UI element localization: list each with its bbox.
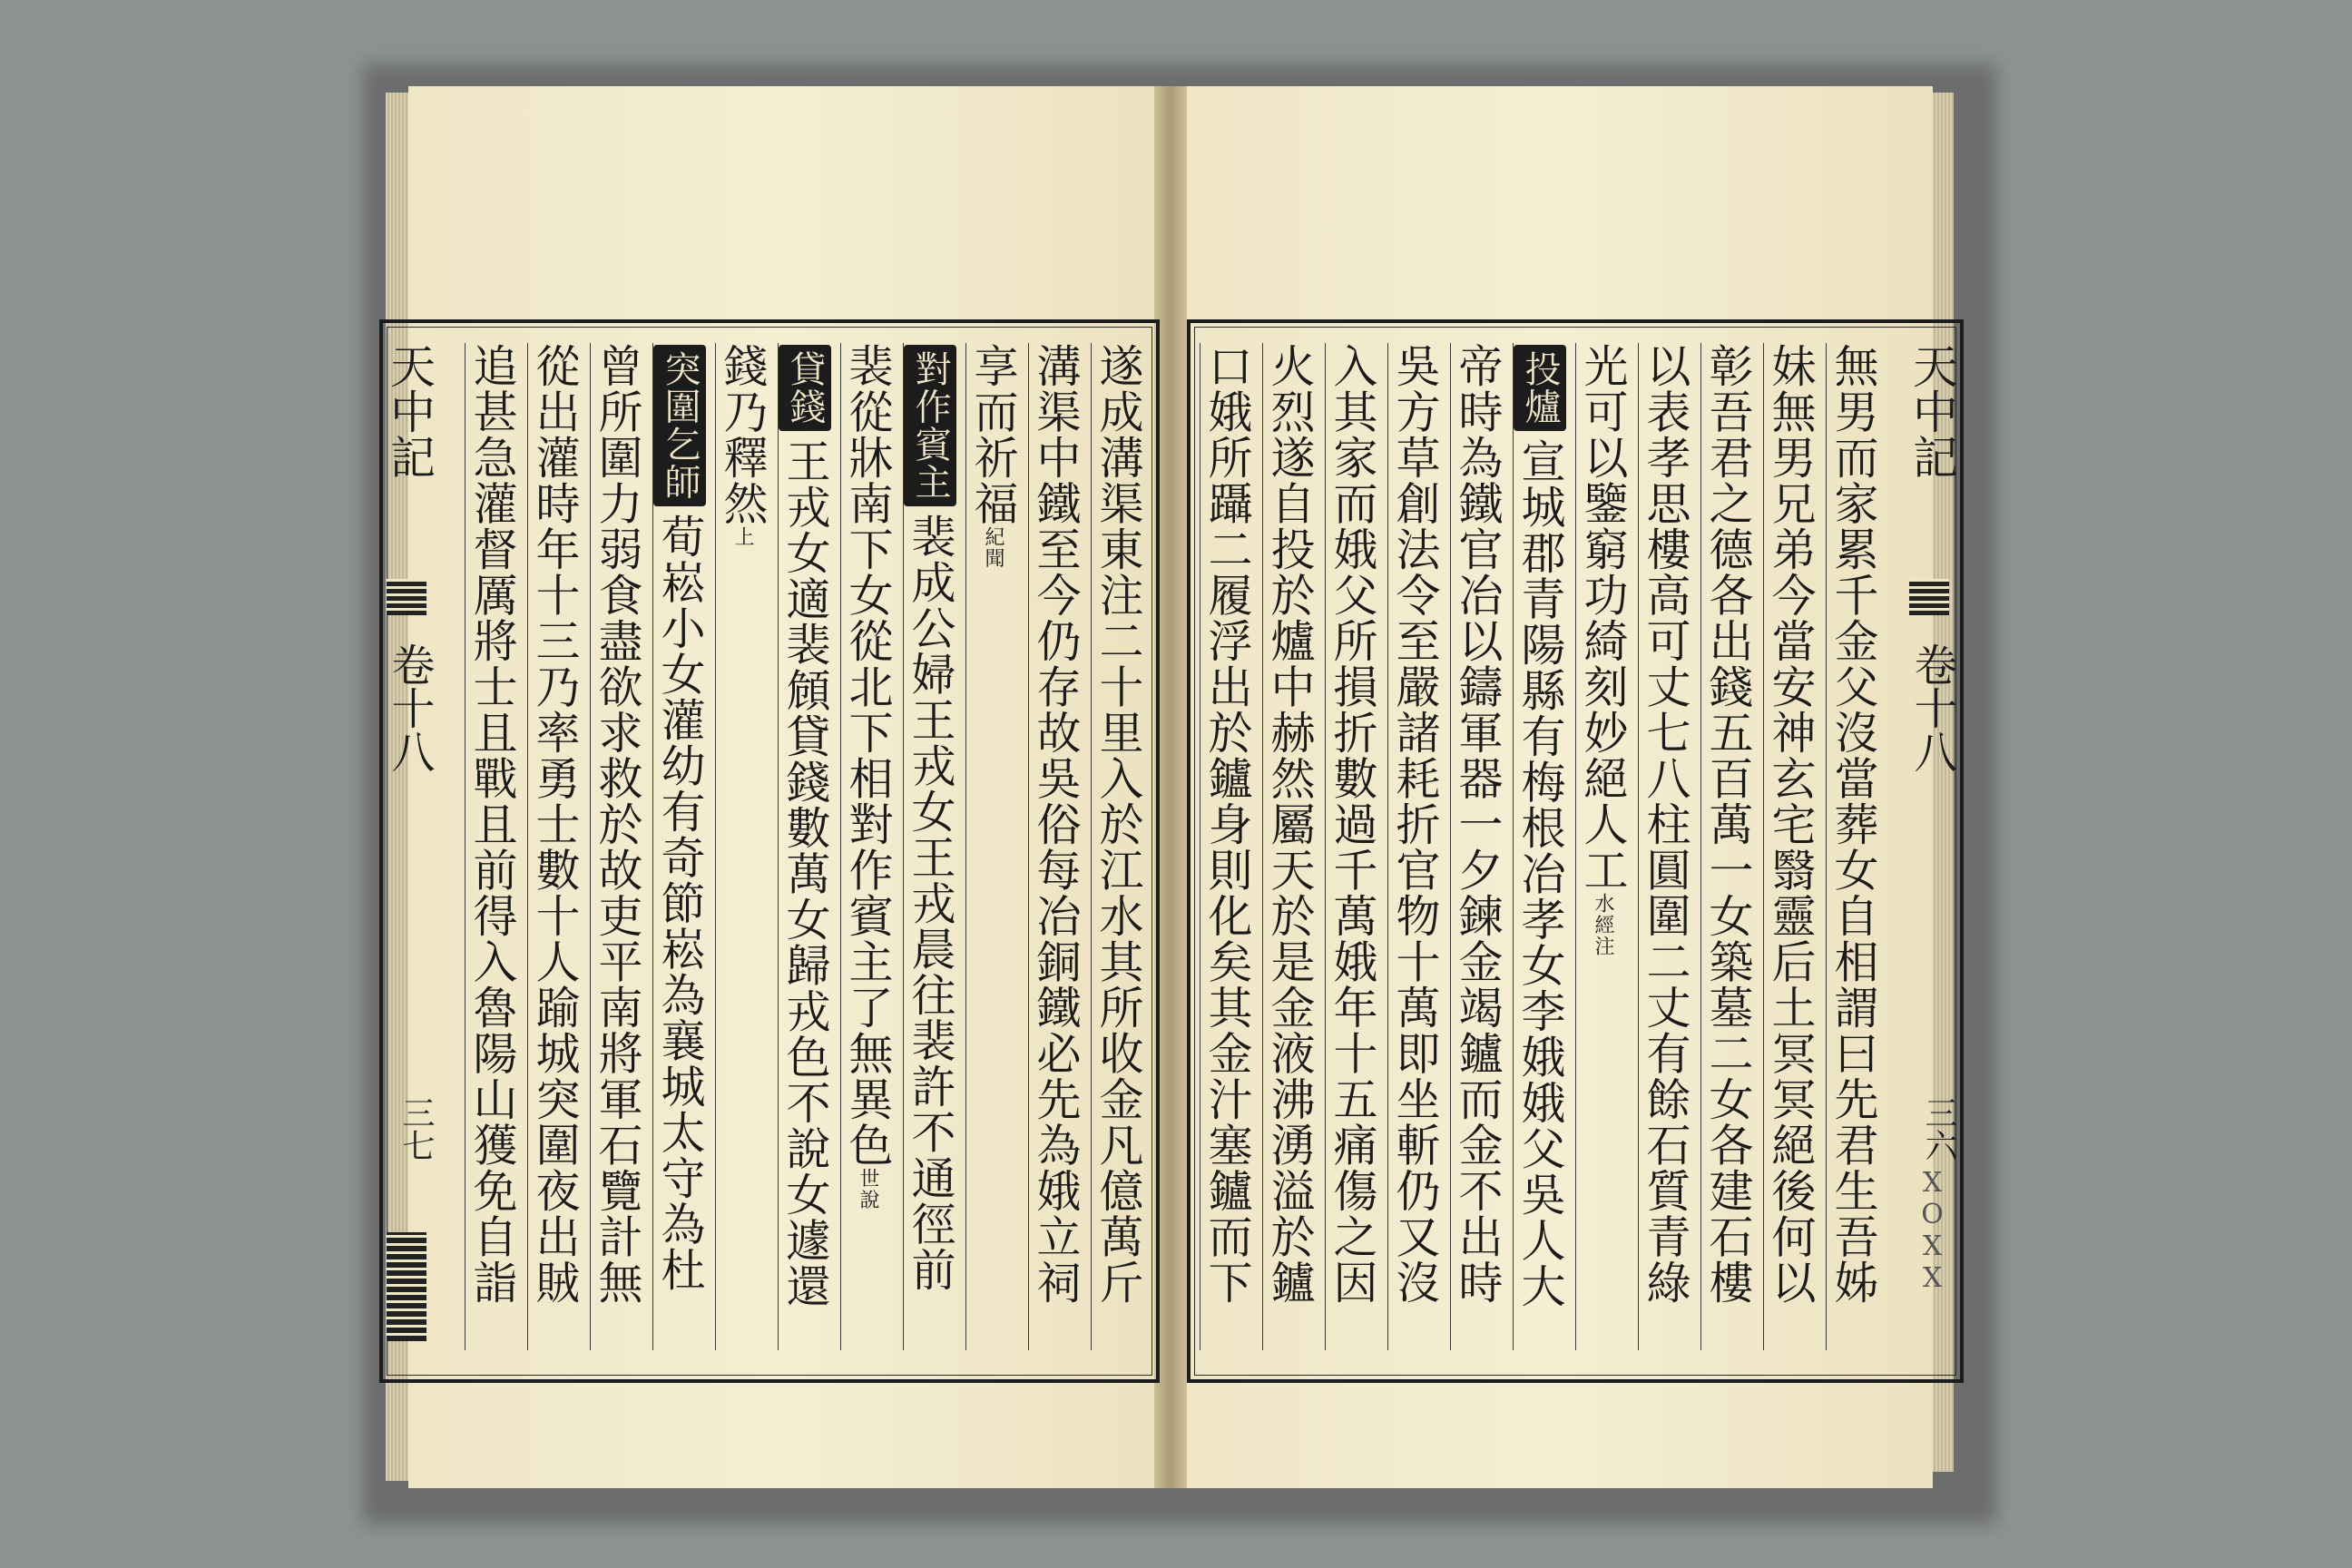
left-page-column-10 xyxy=(527,343,582,1350)
left-fish-tail-top xyxy=(387,579,426,615)
source-note: 世說 xyxy=(857,1168,879,1210)
source-note: 水經注 xyxy=(1592,893,1614,957)
right-banxin-leaf: 三六 xyxy=(1920,1096,1957,1161)
left-banxin-juan: 卷十八 xyxy=(384,642,435,773)
column-text: 錢乃釋然 xyxy=(717,343,769,526)
right-text-frame xyxy=(1187,319,1964,1383)
column-text: 荀崧小女灌幼有奇節崧為襄城太守為杜 xyxy=(654,514,706,1293)
left-page-column-2 xyxy=(1028,343,1083,1350)
left-page-column-11 xyxy=(465,343,519,1350)
left-page-column-4 xyxy=(903,343,957,1350)
right-fish-tail-top xyxy=(1909,579,1949,615)
right-page-column-9 xyxy=(1325,343,1379,1350)
right-page-column-3 xyxy=(1700,343,1755,1350)
left-fish-tail-bottom xyxy=(387,1232,426,1341)
right-banxin-juan: 卷十八 xyxy=(1906,642,1957,773)
right-page-column-11 xyxy=(1200,343,1254,1350)
source-note: 紀聞 xyxy=(982,526,1004,569)
column-text: 口娥所躡二履浮出於鑪身則化矣其金汁塞鑪而下 xyxy=(1201,343,1253,1306)
left-page-column-6 xyxy=(778,343,832,1350)
left-page-column-7 xyxy=(715,343,769,1350)
column-text: 妹無男兄弟今當安神玄宅翳靈后土冥冥絕後何以 xyxy=(1765,343,1817,1306)
column-text: 溝渠中鐵至今仍存故吳俗每冶銅鐵必先為娥立祠 xyxy=(1030,343,1082,1306)
column-text: 裴成公婦王戎女王戎晨往裴許不通徑前 xyxy=(905,514,956,1293)
column-text: 以表孝思樓高可丈七八柱圓圍二丈有餘石質青綠 xyxy=(1640,343,1691,1306)
column-text: 彰吾君之德各出錢五百萬一女築墓二女各建石樓 xyxy=(1702,343,1754,1306)
column-text: 無男而家累千金父沒當葬女自相謂曰先君生吾姊 xyxy=(1828,343,1879,1306)
entry-heading-label: 突圍乞師 xyxy=(653,345,706,506)
column-text: 入其家而娥父所損折數過千萬娥年十五痛傷之因 xyxy=(1327,343,1378,1306)
left-page-column-5 xyxy=(840,343,895,1350)
left-page-column-1 xyxy=(1091,343,1145,1350)
column-text: 帝時為鐵官冶以鑄軍器一夕鍊金竭鑪而金不出時 xyxy=(1452,343,1504,1306)
right-page-column-2 xyxy=(1763,343,1818,1350)
column-text: 火烈遂自投於爐中赫然屬天於是金液沸湧溢於鑪 xyxy=(1264,343,1316,1306)
right-page-column-1 xyxy=(1826,343,1880,1350)
column-text: 吳方草創法令至嚴諸耗折官物十萬即坐斬仍又沒 xyxy=(1389,343,1441,1306)
entry-heading-label: 投爐 xyxy=(1514,345,1566,431)
column-text: 裴從牀南下女從北下相對作賓主了無異色 xyxy=(842,343,894,1168)
left-text-frame xyxy=(379,319,1160,1383)
column-text: 享而祈福 xyxy=(967,343,1019,526)
column-text: 遂成溝渠東注二十里入於江水其所收金凡億萬斤 xyxy=(1093,343,1144,1306)
left-page-column-3 xyxy=(965,343,1020,1350)
left-page-column-9 xyxy=(590,343,644,1350)
right-page-column-4 xyxy=(1638,343,1692,1350)
column-text: 曾所圍力弱食盡欲求救於故吏平南將軍石覽計無 xyxy=(592,343,643,1306)
left-banxin-leaf: 三七 xyxy=(397,1096,435,1161)
right-page-column-6 xyxy=(1513,343,1567,1350)
right-page-column-7 xyxy=(1450,343,1504,1350)
left-page-column-8 xyxy=(652,343,707,1350)
right-banxin-title: 天中記 xyxy=(1906,343,1958,479)
column-text: 從出灌時年十三乃率勇士數十人踰城突圍夜出賊 xyxy=(529,343,581,1306)
right-page-column-10 xyxy=(1262,343,1317,1350)
column-text: 追甚急灌督厲將士且戰且前得入魯陽山獲免自詣 xyxy=(466,343,518,1306)
source-note: 上 xyxy=(731,526,754,548)
column-text: 光可以鑒窮功綺刻妙絕人工 xyxy=(1577,343,1629,893)
entry-heading-label: 對作賓主 xyxy=(904,345,956,506)
column-text: 王戎女適裴頠貸錢數萬女歸戎色不說女遽還 xyxy=(779,438,831,1309)
right-page-column-5 xyxy=(1575,343,1630,1350)
entry-heading-label: 貸錢 xyxy=(779,345,831,431)
left-banxin-title: 天中記 xyxy=(383,343,436,479)
left-banxin xyxy=(379,343,436,1350)
column-text: 宣城郡青陽縣有梅根冶孝女李娥娥父吳人大 xyxy=(1514,438,1566,1309)
right-page-column-8 xyxy=(1387,343,1442,1350)
right-side-marks: XOXX xyxy=(1916,1167,1948,1294)
